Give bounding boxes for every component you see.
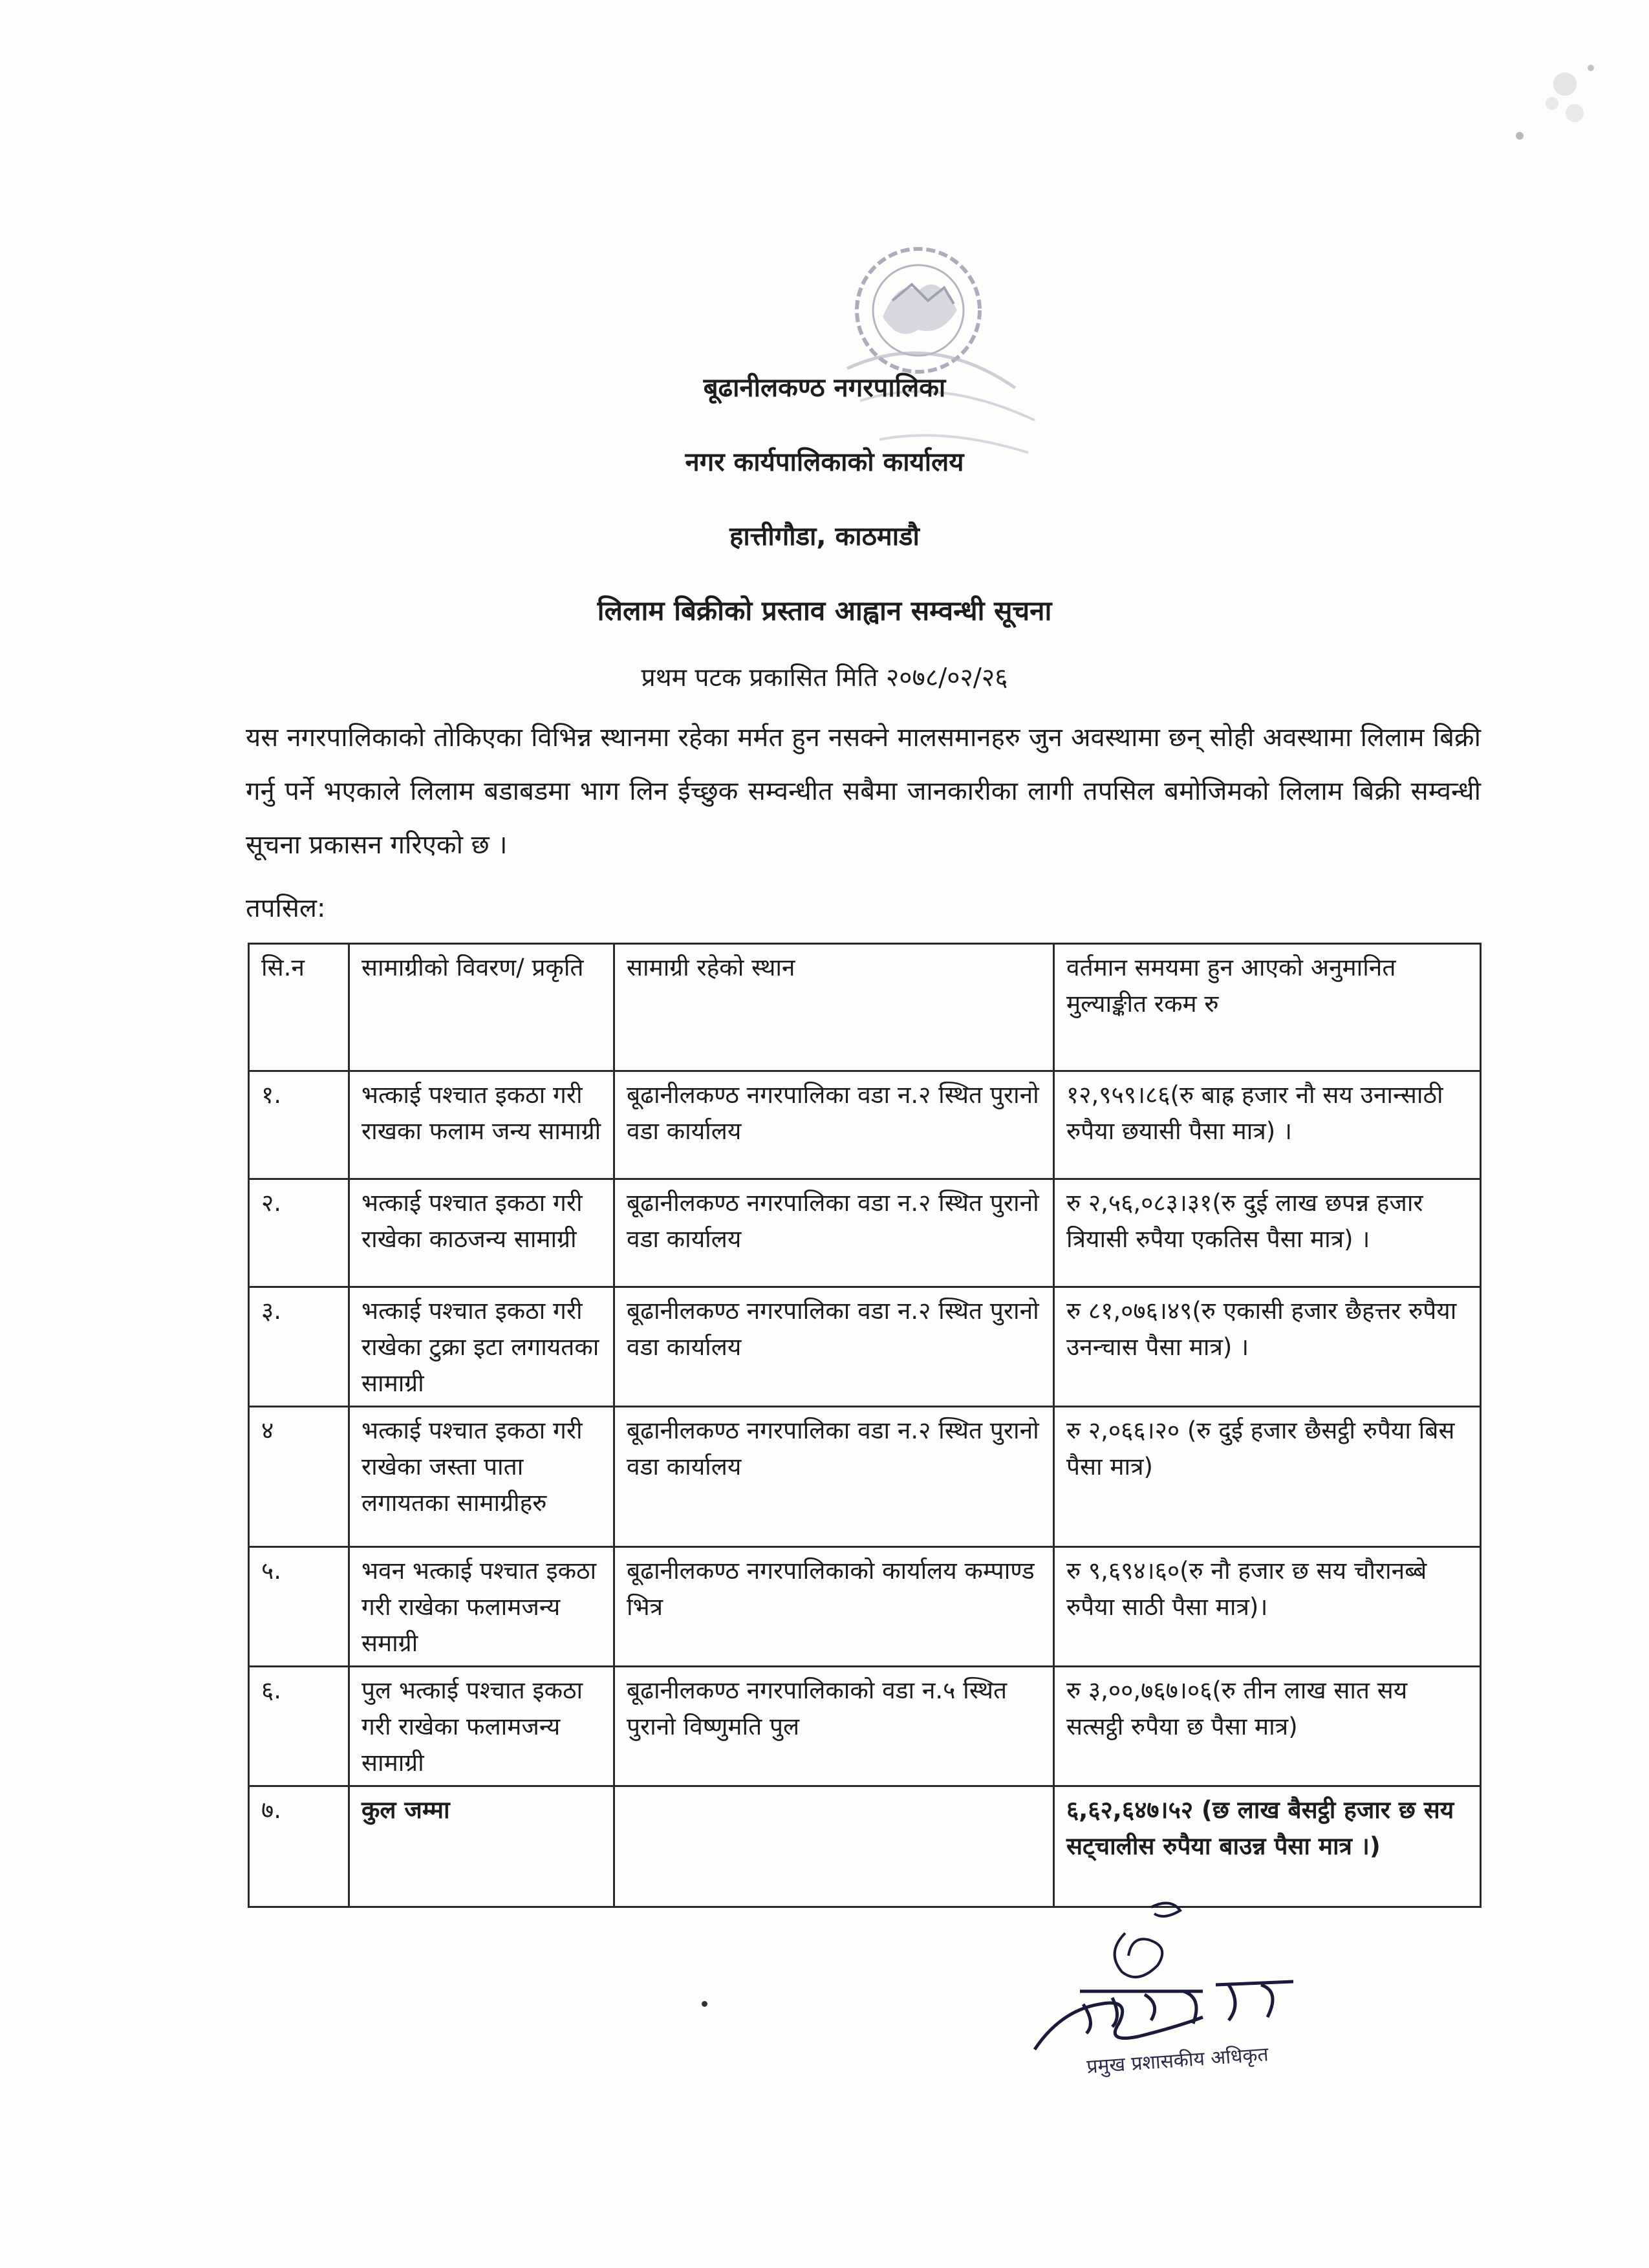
- row-description: भत्काई पश्चात इकठा गरी राखेका जस्ता पाता लगायतका सामाग्रीहरु: [349, 1407, 614, 1547]
- row-description: भवन भत्काई पश्चात इकठा गरी राखेका फलामजन्य समाग्री: [349, 1547, 614, 1667]
- table-row: [249, 1667, 1481, 1786]
- total-amount: ६,६२,६४७।५२ (छ लाख बैसट्ठी हजार छ सय सट्चालीस रुपैया बाउन्न पैसा मात्र ।): [1054, 1786, 1481, 1907]
- row-location: [614, 1786, 1054, 1907]
- header-description: सामाग्रीको विवरण/ प्रकृति: [349, 944, 614, 1071]
- row-amount: १२,९५९।८६(रु बाह्र हजार नौ सय उनान्साठी रुपैया छयासी पैसा मात्र) ।: [1054, 1071, 1481, 1179]
- notice-paragraph: यस नगरपालिकाको तोकिएका विभिन्न स्थानमा रहेका मर्मत हुन नसक्ने मालसमानहरु जुन अवस्थामा छन् सोही अवस्थामा लिलाम बिक्री गर्नु पर्ने भएकाले लिलाम बडाबडमा भाग लिन ईच्छुक सम्वन्धीत सबैमा जानकारीका लागी तपसिल बमोजिमको लिलाम बिक्री सम्वन्धी सूचना प्रकासन गरिएको छ ।: [246, 723, 1481, 860]
- stray-dot: [702, 2001, 707, 2007]
- header-location: सामाग्री रहेको स्थान: [614, 944, 1054, 1071]
- header-serial: सि.न: [249, 944, 349, 1071]
- row-serial: ३.: [249, 1287, 349, 1407]
- row-serial: १.: [249, 1071, 349, 1179]
- row-serial: ४: [249, 1407, 349, 1547]
- row-serial: २.: [249, 1179, 349, 1287]
- row-location: बूढानीलकण्ठ नगरपालिकाको वडा न.५ स्थित पुरानो विष्णुमति पुल: [614, 1667, 1054, 1786]
- office-name: नगर कार्यपालिकाको कार्यालय: [685, 447, 964, 477]
- auction-items-table: [248, 943, 1482, 1908]
- row-amount: रु २,५६,०८३।३१(रु दुई लाख छपन्न हजार त्रियासी रुपैया एकतिस पैसा मात्र) ।: [1054, 1179, 1481, 1287]
- table-row: [249, 1287, 1481, 1407]
- ink-speckle: [1513, 58, 1610, 187]
- table-row: [249, 1547, 1481, 1667]
- row-location: बूढानीलकण्ठ नगरपालिकाको कार्यालय कम्पाण्ड भित्र: [614, 1547, 1054, 1667]
- total-label: कुल जम्मा: [349, 1786, 614, 1907]
- row-serial: ५.: [249, 1547, 349, 1667]
- row-amount: रु २,०६६।२० (रु दुई हजार छैसट्ठी रुपैया बिस पैसा मात्र): [1054, 1407, 1481, 1547]
- row-amount: रु ८१,०७६।४९(रु एकासी हजार छैहत्तर रुपैया उनन्चास पैसा मात्र) ।: [1054, 1287, 1481, 1407]
- org-name: बूढानीलकण्ठ नगरपालिका: [703, 373, 946, 403]
- publish-date: प्रथम पटक प्रकासित मिति २०७८/०२/२६: [641, 663, 1008, 692]
- row-amount: रु ९,६९४।६०(रु नौ हजार छ सय चौरानब्बे रुपैया साठी पैसा मात्र)।: [1054, 1547, 1481, 1667]
- row-location: बूढानीलकण्ठ नगरपालिका वडा न.२ स्थित पुरानो वडा कार्यालय: [614, 1179, 1054, 1287]
- row-description: भत्काई पश्चात इकठा गरी राखका फलाम जन्य सामाग्री: [349, 1071, 614, 1179]
- row-amount: रु ३,००,७६७।०६(रु तीन लाख सात सय सत्सट्ठी रुपैया छ पैसा मात्र): [1054, 1667, 1481, 1786]
- table-total-row: [249, 1786, 1481, 1907]
- table-row: [249, 1179, 1481, 1287]
- row-serial: ६.: [249, 1667, 349, 1786]
- office-address: हात्तीगौडा, काठमाडौ: [729, 522, 920, 551]
- header-amount: वर्तमान समयमा हुन आएको अनुमानित मुल्याङ्कीत रकम रु: [1054, 944, 1481, 1071]
- row-location: बूढानीलकण्ठ नगरपालिका वडा न.२ स्थित पुरानो वडा कार्यालय: [614, 1407, 1054, 1547]
- signatory-title: प्रमुख प्रशासकीय अधिकृत: [1086, 2043, 1269, 2079]
- row-description: भत्काई पश्चात इकठा गरी राखेका काठजन्य सामाग्री: [349, 1179, 614, 1287]
- notice-subject: लिलाम बिक्रीको प्रस्ताव आह्वान सम्वन्धी सूचना: [597, 595, 1052, 626]
- table-row: [249, 1407, 1481, 1547]
- row-serial: ७.: [249, 1786, 349, 1907]
- table-header-row: [249, 944, 1481, 1071]
- table-row: [249, 1071, 1481, 1179]
- row-location: बूढानीलकण्ठ नगरपालिका वडा न.२ स्थित पुरानो वडा कार्यालय: [614, 1287, 1054, 1407]
- row-location: बूढानीलकण्ठ नगरपालिका वडा न.२ स्थित पुरानो वडा कार्यालय: [614, 1071, 1054, 1179]
- row-description: पुल भत्काई पश्चात इकठा गरी राखेका फलामजन्य सामाग्री: [349, 1667, 614, 1786]
- row-description: भत्काई पश्चात इकठा गरी राखेका टुक्रा इटा लगायतका सामाग्री: [349, 1287, 614, 1407]
- tapasil-label: तपसिल:: [246, 893, 326, 923]
